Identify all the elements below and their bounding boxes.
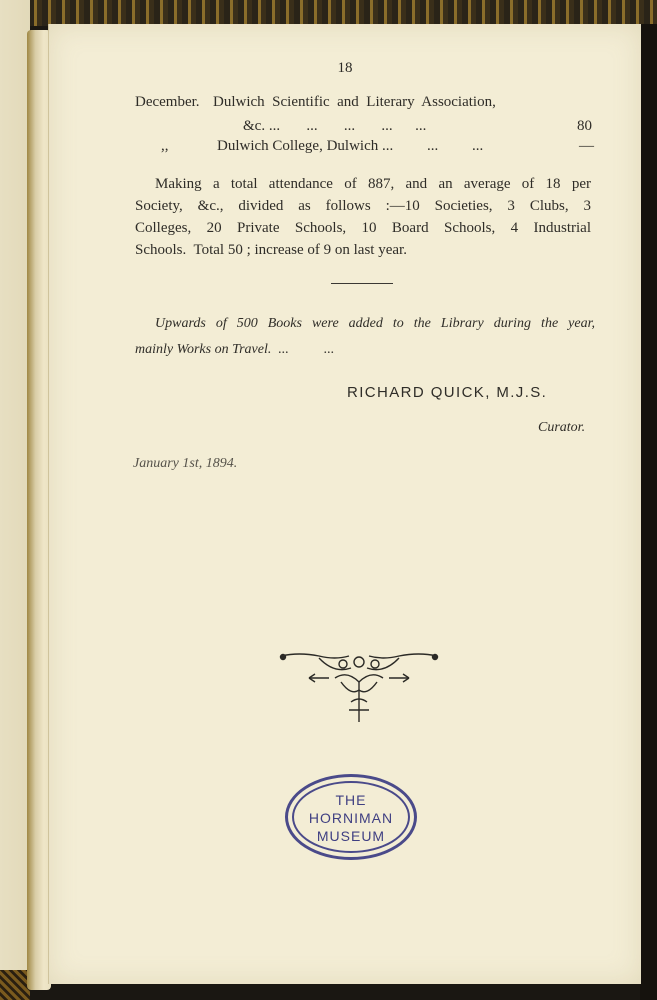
summary-line: Schools. Total 50 ; increase of 9 on last year.: [135, 242, 407, 258]
previous-page-edge: [0, 0, 30, 1000]
background-edge: [640, 24, 657, 1000]
stamp-line: MUSEUM: [316, 828, 386, 844]
summary-line: Making a total attendance of 887, and an average of 18 per: [155, 176, 591, 192]
entry-name: Dulwich Scientific and Literary Association,: [213, 94, 496, 110]
book-page: [48, 24, 641, 984]
books-note-line: Upwards of 500 Books were added to the Library during the year,: [155, 316, 595, 331]
entry-continuation: &c. ... ... ... ... ...: [243, 118, 427, 134]
signature-title: Curator.: [538, 420, 586, 435]
entry-count: 80: [577, 118, 592, 134]
date-line: January 1st, 1894.: [133, 456, 238, 471]
museum-stamp: [285, 774, 417, 860]
entry-month: ,,: [161, 138, 169, 154]
stamp-line: HORNIMAN: [308, 810, 394, 826]
ornament-tailpiece-icon: [279, 652, 439, 724]
entry-count: —: [579, 138, 594, 154]
signature-name: RICHARD QUICK, M.J.S.: [347, 384, 548, 401]
entry-month: December.: [135, 94, 200, 110]
section-divider: [331, 283, 393, 284]
summary-line: Society, &c., divided as follows :—10 Societies, 3 Clubs, 3: [135, 198, 591, 214]
summary-line: Colleges, 20 Private Schools, 10 Board Schools, 4 Industrial: [135, 220, 591, 236]
book-binding-top: [0, 0, 657, 26]
books-note-line: mainly Works on Travel. ... ...: [135, 342, 335, 357]
stamp-line: THE: [335, 792, 367, 808]
page-number: 18: [337, 60, 353, 76]
entry-name: Dulwich College, Dulwich ... ... ...: [217, 138, 484, 154]
